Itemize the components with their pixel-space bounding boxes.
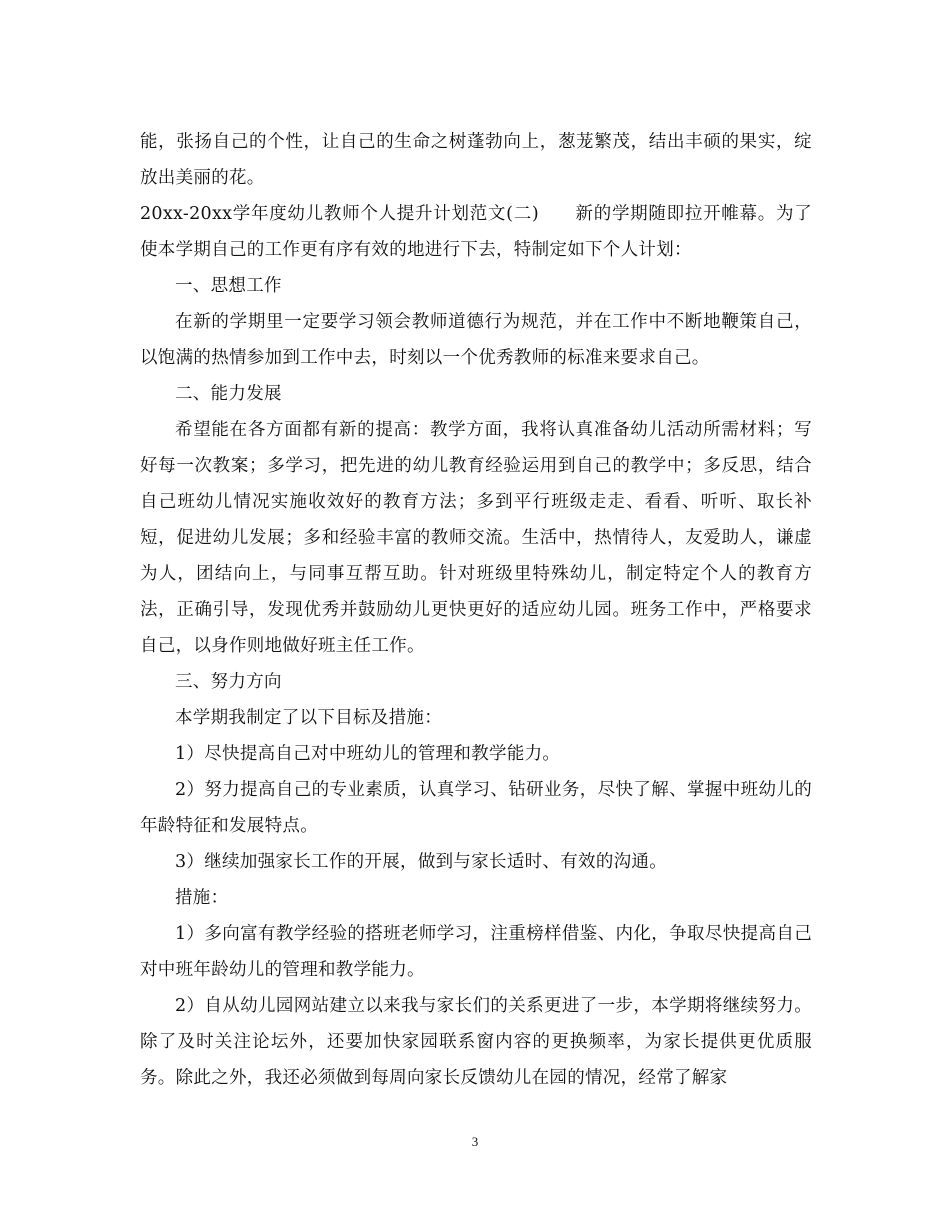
section-heading-1: 一、思想工作 [175, 276, 282, 296]
measure-item-1: 1）多向富有教学经验的搭班老师学习，注重榜样借鉴、内化，争取尽快提高自己对中班年龄幼儿的管理和教学能力。 [140, 924, 812, 980]
section-intro-3: 本学期我制定了以下目标及措施： [175, 708, 442, 728]
paragraph-continued: 能，张扬自己的个性，让自己的生命之树蓬勃向上，葱茏繁茂，结出丰硕的果实，绽放出美丽的花。 [140, 132, 812, 188]
page-number: 3 [471, 1134, 479, 1149]
document-title-line [140, 196, 812, 268]
measures-heading: 措施： [175, 888, 229, 908]
section-body-2: 希望能在各方面都有新的提高：教学方面，我将认真准备幼儿活动所需材料；写好每一次教案；多学习，把先进的幼儿教育经验运用到自己的教学中；多反思，结合自己班幼儿情况实施收效好的教育方法；多到平行班级走走、看看、听听、取长补短，促进幼儿发展；多和经验丰富的教师交流。生活中，热情待人，友爱助人，谦虚为人，团结向上，与同事互帮互助。针对班级里特殊幼儿，制定特定个人的教育方法，正确引导，发现优秀并鼓励幼儿更快更好的适应幼儿园。班务工作中，严格要求自己，以身作则地做好班主任工作。 [140, 420, 812, 656]
goal-item-3: 3）继续加强家长工作的开展，做到与家长适时、有效的沟通。 [175, 852, 668, 872]
section-heading-3: 三、努力方向 [175, 672, 282, 692]
goal-item-1: 1）尽快提高自己对中班幼儿的管理和教学能力。 [175, 744, 561, 764]
title-follow-text: 新的学期随即拉开帷幕。为了使本学期自己的工作更有序有效的地进行下去，特制定如下个人计划： [140, 204, 813, 260]
document-body [140, 124, 812, 1096]
document-title: 20xx-20xx学年度幼儿教师个人提升计划范文(二) [140, 204, 540, 224]
section-body-1: 在新的学期里一定要学习领会教师道德行为规范，并在工作中不断地鞭策自己，以饱满的热情参加到工作中去，时刻以一个优秀教师的标准来要求自己。 [140, 312, 812, 368]
measure-item-2: 2）自从幼儿园网站建立以来我与家长们的关系更进了一步，本学期将继续努力。除了及时关注论坛外，还要加快家园联系窗内容的更换频率，为家长提供更优质服务。除此之外，我还必须做到每周向家长反馈幼儿在园的情况，经常了解家 [140, 996, 812, 1088]
section-heading-2: 二、能力发展 [175, 384, 282, 404]
goal-item-2: 2）努力提高自己的专业素质，认真学习、钻研业务，尽快了解、掌握中班幼儿的年龄特征和发展特点。 [140, 780, 812, 836]
